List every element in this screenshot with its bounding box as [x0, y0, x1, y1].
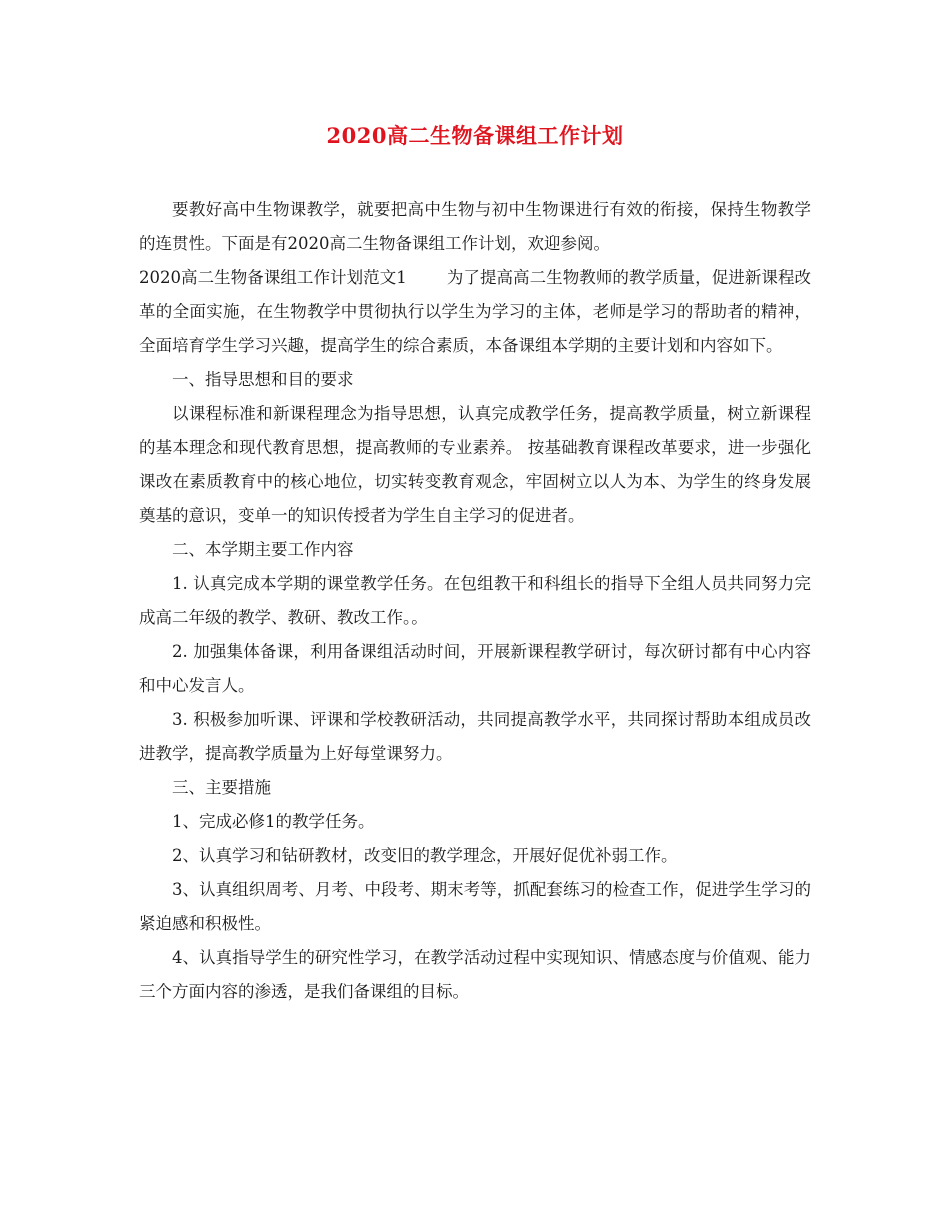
section3-item: 4、认真指导学生的研究性学习，在教学活动过程中实现知识、情感态度与价值观、能力三个方面内容的渗透，是我们备课组的目标。	[139, 948, 811, 1001]
sample-heading: 2020高二生物备课组工作计划范文1	[139, 268, 407, 287]
section3-item: 1、完成必修1的教学任务。	[172, 812, 375, 831]
section2-item: 2. 加强集体备课，利用备课组活动时间，开展新课程教学研讨，每次研讨都有中心内容和中心发言人。	[139, 642, 811, 695]
section2-item: 3. 积极参加听课、评课和学校教研活动，共同提高教学水平，共同探讨帮助本组成员改进教学，提高教学质量为上好每堂课努力。	[139, 710, 811, 763]
document-title: 2020高二生物备课组工作计划	[326, 123, 624, 148]
sample-intro: 为了提高高二生物教师的教学质量，促进新课程改革的全面实施，在生物教学中贯彻执行以学生为学习的主体，老师是学习的帮助者的精神，全面培育学生学习兴趣，提高学生的综合素质，本备课组本学期的主要计划和内容如下。	[139, 268, 812, 355]
intro-paragraph: 要教好高中生物课教学，就要把高中生物与初中生物课进行有效的衔接，保持生物教学的连贯性。下面是有2020高二生物备课组工作计划，欢迎参阅。	[139, 200, 811, 253]
section3-item: 2、认真学习和钻研教材，改变旧的教学理念，开展好促优补弱工作。	[172, 846, 678, 865]
section3-heading: 三、主要措施	[172, 778, 271, 797]
section2-heading: 二、本学期主要工作内容	[172, 540, 354, 559]
sample-paragraph	[139, 261, 811, 363]
document-body	[139, 193, 811, 1009]
section3-item: 3、认真组织周考、月考、中段考、期末考等，抓配套练习的检查工作，促进学生学习的紧迫感和积极性。	[139, 880, 811, 933]
section2-item: 1. 认真完成本学期的课堂教学任务。在包组教干和科组长的指导下全组人员共同努力完成高二年级的教学、教研、教改工作。。	[139, 574, 811, 627]
section1-text: 以课程标准和新课程理念为指导思想，认真完成教学任务，提高教学质量，树立新课程的基本理念和现代教育思想，提高教师的专业素养。 按基础教育课程改革要求，进一步强化课改在素质教育中的核心地位，切实转变教育观念，牢固树立以人为本、为学生的终身发展奠基的意识，变单一的知识传授者为学生自主学习的促进者。	[139, 404, 811, 525]
section1-heading: 一、指导思想和目的要求	[172, 370, 354, 389]
